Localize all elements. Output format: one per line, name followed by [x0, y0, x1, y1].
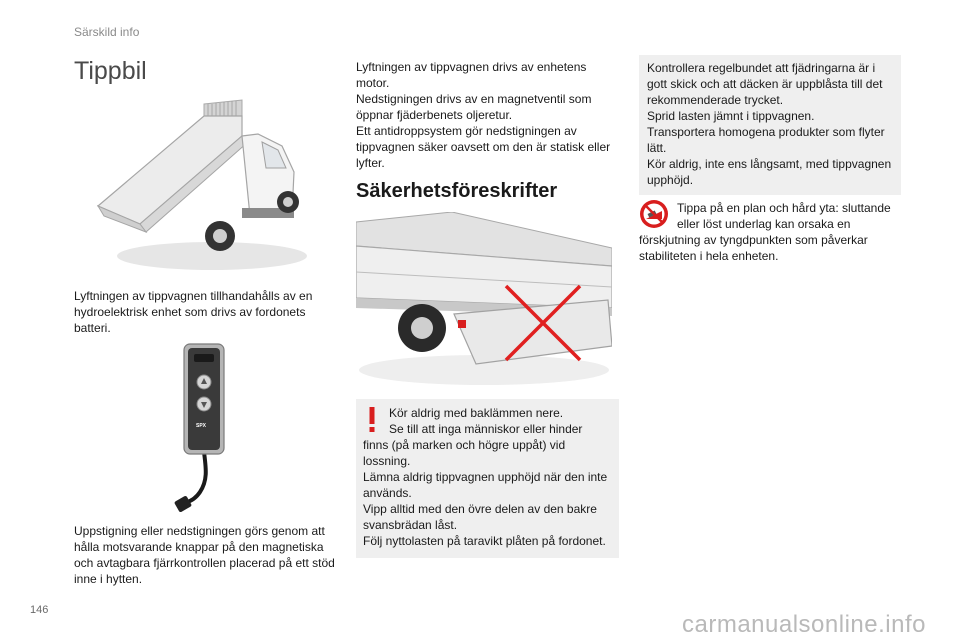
maintenance-info-text: Kontrollera regelbundet att fjädringarna är i gott skick och att däcken är uppblåsta till det rekommenderade trycket. Sprid lasten jämnt i tippvagnen. Transportera homogena produkter som flyter lätt. Kör aldrig, inte ens långsamt, med tippvagnen upphöjd.: [647, 61, 892, 187]
watermark: carmanualsonline.info: [682, 611, 926, 638]
tipper-truck-illustration: [92, 96, 310, 274]
slope-warning-text: Tippa på en plan och hård yta: sluttande eller löst underlag kan orsaka en förskjutning av tyngdpunkten som påverkar stabiliteten i hela enheten.: [639, 201, 891, 263]
tipper-intro-text: Lyftningen av tippvagnen tillhandahålls av en hydroelektrisk enhet som drivs av fordonets batteri.: [74, 289, 313, 335]
remote-control-illustration: [170, 340, 230, 518]
remote-control-label: SPX: [196, 423, 207, 429]
remote-operation-text: Uppstigning eller nedstigningen görs genom att hålla motsvarande knappar på den magnetiska och avtagbara fjärrkontrollen placerad på ett stöd inne i hytten.: [74, 524, 335, 586]
lifting-system-text: Lyftningen av tippvagnen drivs av enhetens motor. Nedstigningen drivs av en magnetventil som öppnar fjäderbenets oljeretur. Ett antidroppsystem gör nedstigningen av tippvagnen säker oavsett om den är statisk eller lyfter.: [356, 60, 611, 170]
page-number: 146: [30, 604, 49, 616]
section-label: Särskild info: [74, 25, 140, 39]
page-title: Tippbil: [74, 57, 147, 85]
safety-heading: Säkerhetsföreskrifter: [356, 180, 558, 202]
warning-text: Kör aldrig med baklämmen nere. Se till att inga människor eller hinder finns (på marken och högre uppåt) vid lossning. Lämna aldrig tippvagnen upphöjd när den inte används. Vipp alltid med den övre delen av den bakre svansbrädan låst. Följ nyttolasten på taravikt plåten på fordonet.: [363, 406, 608, 548]
tailgate-down-illustration: [356, 212, 612, 388]
